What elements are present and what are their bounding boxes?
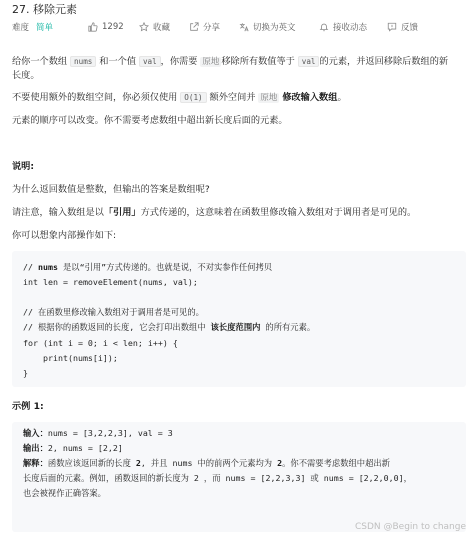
- description-line-3: [12, 91, 464, 105]
- favorite-label: 收藏: [153, 23, 171, 33]
- label: 输入：: [23, 428, 48, 438]
- watermark: CSDN @Begin to change: [354, 522, 466, 532]
- description-line-2: 长度。: [12, 70, 40, 81]
- note-question: 为什么返回数值是整数，但输出的答案是数组呢?: [12, 184, 210, 195]
- code-line: // 在函数里修改输入数组对于调用者是可见的。: [23, 307, 204, 317]
- bold-text: 2: [277, 458, 283, 468]
- code-comment: // 根据你的函数返回的长度, 它会打印出数组中: [23, 322, 211, 332]
- favorite-button[interactable]: [139, 21, 170, 33]
- code-line: for (int i = 0; i < len; i++) {: [23, 338, 178, 348]
- like-count: 1292: [102, 22, 124, 32]
- text: ，你需要: [160, 56, 198, 67]
- example-heading: [12, 400, 464, 414]
- label: 解释：: [23, 458, 48, 468]
- text: 额外空间并: [209, 92, 256, 103]
- switch-language-button[interactable]: [239, 21, 296, 33]
- translate-icon: [239, 22, 249, 32]
- text: 请注意，输入数组是以: [12, 207, 104, 218]
- bell-icon: [319, 22, 329, 32]
- code-line: int len = removeElement(nums, val);: [23, 277, 198, 287]
- example-output: [23, 442, 123, 454]
- text: 方式传递的，这意味着在函数里修改输入数组对于调用者是可见的。: [140, 207, 417, 218]
- in-place-link[interactable]: 原地: [202, 57, 220, 67]
- text: 给你一个数组: [12, 56, 68, 67]
- example-explanation-line-2: 长度后面的元素。例如，函数返回的新长度为 2 ，而 nums = [2,2,3,3] 或 nums = [2,2,0,0]，: [23, 473, 412, 483]
- share-icon: [189, 22, 199, 32]
- bold-text: 2: [135, 458, 141, 468]
- inline-code: O(1): [180, 92, 206, 103]
- bold-text: 「引用」: [103, 207, 141, 218]
- text: 移除所有数值等于: [221, 56, 295, 67]
- value: 2, nums = [2,2]: [47, 443, 123, 453]
- difficulty-badge: 简单: [36, 23, 54, 33]
- share-button[interactable]: [189, 21, 220, 33]
- code-bold: 该长度范围内: [210, 322, 261, 332]
- feedback-label: 反馈: [401, 23, 419, 33]
- star-icon: [139, 22, 149, 32]
- code-bold: nums: [38, 262, 58, 272]
- text: , 并且 nums 中的前两个元素均为: [140, 458, 278, 468]
- example-explanation-line-1: [23, 457, 390, 469]
- code-line: [23, 321, 315, 333]
- in-place-link[interactable]: 原地: [260, 93, 278, 103]
- example-explanation-line-3: 也会被视作正确答案。: [23, 488, 106, 498]
- share-label: 分享: [203, 23, 221, 33]
- example-input: [23, 427, 173, 439]
- problem-title: 27. 移除元素: [12, 3, 77, 16]
- text: 函数应该返回新的长度: [47, 458, 136, 468]
- like-button[interactable]: [88, 22, 124, 32]
- label: 输出：: [23, 443, 48, 453]
- code-line: }: [23, 368, 28, 378]
- heading-text: 示例 1:: [12, 401, 44, 412]
- text: 。: [337, 92, 347, 103]
- description-line-1: [12, 55, 464, 69]
- text: 。你不需要考虑数组中超出新: [282, 458, 390, 468]
- bold-text: 修改输入数组: [282, 92, 338, 103]
- code-comment: //: [23, 262, 38, 272]
- problem-meta-bar: [12, 19, 467, 35]
- code-comment: 的所有元素。: [260, 322, 316, 332]
- note-paragraph-2: 你可以想象内部操作如下:: [12, 230, 117, 241]
- thumbs-up-icon: [88, 22, 98, 32]
- feedback-button[interactable]: [387, 21, 418, 33]
- heading-text: 说明:: [12, 161, 35, 172]
- code-line: [23, 261, 272, 273]
- code-line: print(nums[i]);: [23, 353, 118, 363]
- inline-code: nums: [70, 56, 96, 67]
- note-paragraph-1: [12, 206, 464, 220]
- notify-label: 接收动态: [333, 23, 368, 33]
- code-block: [12, 251, 466, 387]
- difficulty-label: 难度: [12, 23, 30, 33]
- code-comment: 是以“引用”方式传递的。也就是说，不对实参作任何拷贝: [57, 262, 273, 272]
- text: 不要使用额外的数组空间，你必须仅使用: [12, 92, 178, 103]
- inline-code: val: [298, 56, 320, 67]
- note-heading: [12, 160, 464, 174]
- switch-language-label: 切换为英文: [253, 23, 296, 33]
- text: 和一个值: [99, 56, 137, 67]
- notify-button[interactable]: [319, 21, 367, 33]
- value: nums = [3,2,2,3], val = 3: [47, 428, 173, 438]
- inline-code: val: [139, 56, 161, 67]
- example-block: [12, 422, 466, 532]
- text: 的元素，并返回移除后数组的新: [319, 56, 449, 67]
- description-line-4: 元素的顺序可以改变。你不需要考虑数组中超出新长度后面的元素。: [12, 115, 288, 126]
- feedback-icon: [387, 22, 397, 32]
